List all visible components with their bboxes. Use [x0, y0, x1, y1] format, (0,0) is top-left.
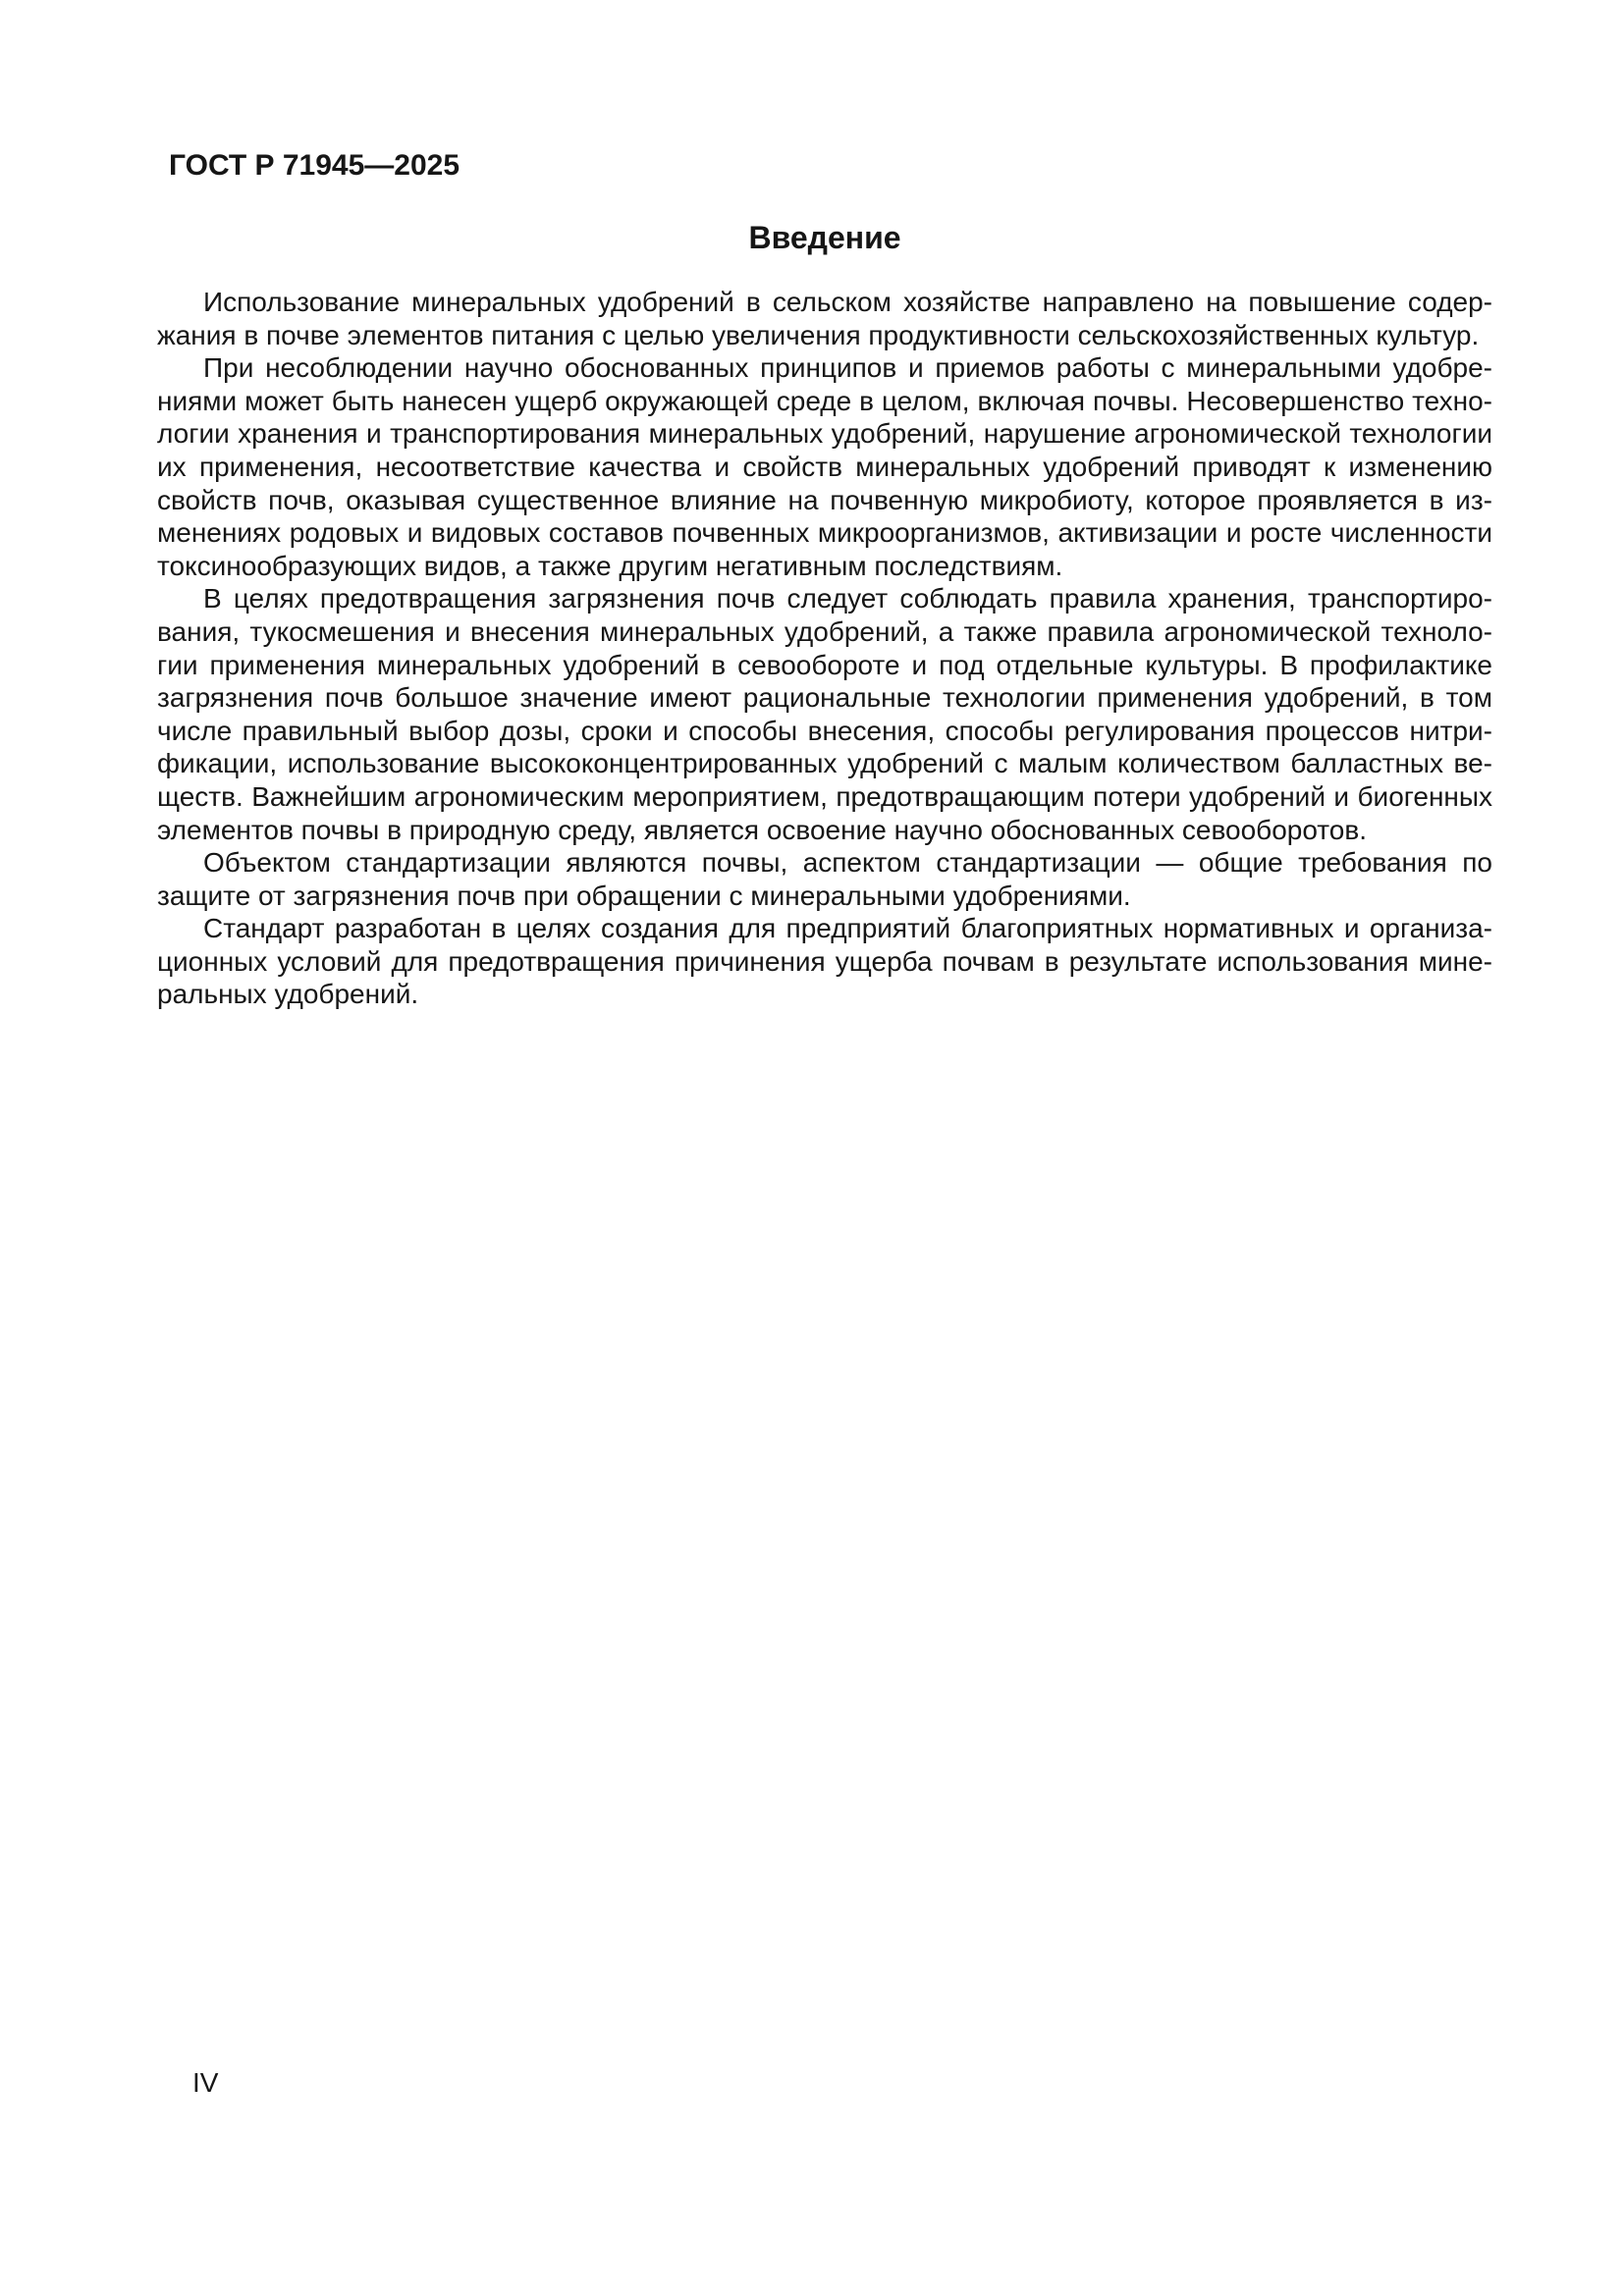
document-code: ГОСТ Р 71945—2025 [169, 149, 460, 182]
text-line: Объектом стандартизации являются почвы, аспектом стандартизации — общие требования по [203, 847, 1492, 879]
text-line: токсинообразующих видов, а также другим негативным последствиям. [157, 550, 1063, 581]
text-line: числе правильный выбор дозы, сроки и способы внесения, способы регулирования процессов нитри- [157, 715, 1492, 746]
text-line: элементов почвы в природную среду, является освоение научно обоснованных севооборотов. [157, 814, 1368, 845]
text-line: менениях родовых и видовых составов почвенных микроорганизмов, активизации и росте численности [157, 517, 1492, 549]
text-line: свойств почв, оказывая существенное влияние на почвенную микробиоту, которое проявляется в из- [157, 484, 1492, 515]
text-line: Использование минеральных удобрений в сельском хозяйстве направлено на повышение содер- [203, 287, 1492, 317]
text-line: вания, тукосмешения и внесения минеральных удобрений, а также правила агрономической техноло- [157, 615, 1492, 647]
text-line: их применения, несоответствие качества и свойств минеральных удобрений приводят к изменению [157, 451, 1492, 482]
page-number: IV [192, 2067, 219, 2098]
paragraph [157, 582, 1492, 846]
text-line: логии хранения и транспортирования минеральных удобрений, нарушение агрономической технологии [157, 418, 1492, 450]
text-line: жания в почве элементов питания с целью увеличения продуктивности сельскохозяйственных культур. [157, 319, 1480, 350]
paragraph [157, 846, 1492, 912]
section-title: Введение [748, 220, 901, 255]
text-line: гии применения минеральных удобрений в севообороте и под отдельные культуры. В профилактике [157, 649, 1492, 680]
text-line: ционных условий для предотвращения причинения ущерба почвам в результате использования мине- [157, 945, 1492, 977]
text-line: ниями может быть нанесен ущерб окружающей среде в целом, включая почвы. Несовершенство техно- [157, 385, 1492, 416]
text-line: защите от загрязнения почв при обращении с минеральными удобрениями. [157, 880, 1131, 911]
paragraph [157, 912, 1492, 1011]
paragraph [157, 351, 1492, 582]
text-line: В целях предотвращения загрязнения почв следует соблюдать правила хранения, транспортиро- [203, 583, 1492, 614]
text-line: загрязнения почв большое значение имеют рациональные технологии применения удобрений, в том [157, 682, 1492, 714]
introduction-text [157, 286, 1492, 1011]
text-line: При несоблюдении научно обоснованных принципов и приемов работы с минеральными удобре- [203, 352, 1492, 384]
paragraph [157, 286, 1492, 351]
text-line: фикации, использование высококонцентрированных удобрений с малым количеством балластных ве- [157, 748, 1492, 779]
text-line: Стандарт разработан в целях создания для предприятий благоприятных нормативных и организа- [203, 913, 1492, 944]
text-line: ральных удобрений. [157, 979, 419, 1010]
text-line: ществ. Важнейшим агрономическим мероприятием, предотвращающим потери удобрений и биогенных [157, 780, 1492, 812]
